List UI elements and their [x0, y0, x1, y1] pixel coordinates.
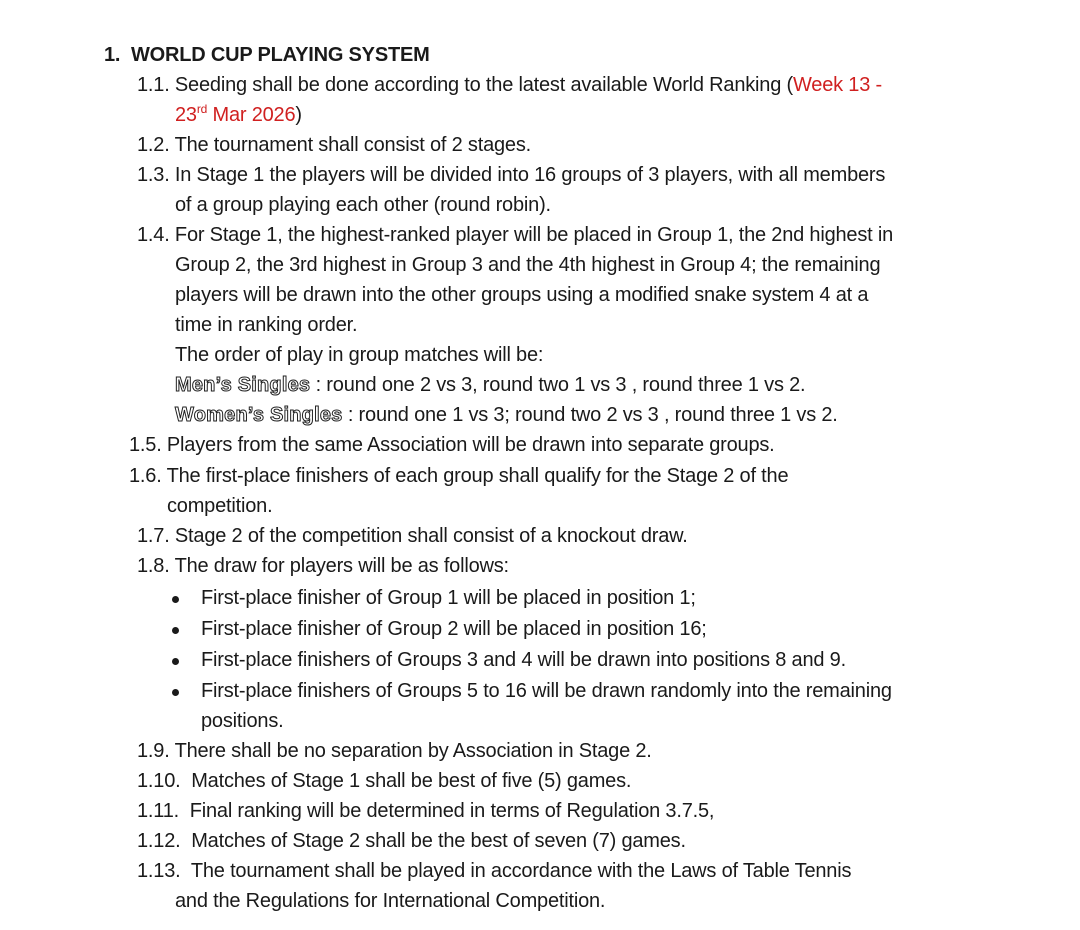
item-text: players will be drawn into the other groups using a modified snake system 4 at a — [175, 284, 869, 306]
item-1-13-line-1 — [137, 856, 851, 886]
item-text: of a group playing each other (round robin). — [175, 194, 551, 216]
item-text: Seeding shall be done according to the latest available World Ranking ( — [174, 74, 793, 96]
item-1-4-line-4 — [175, 310, 357, 340]
item-number: 1.2. — [137, 134, 170, 156]
item-text: The order of play in group matches will be: — [175, 344, 544, 366]
item-1-6-line-1 — [129, 461, 788, 491]
bullet-text: First-place finisher of Group 2 will be placed in position 16; — [201, 618, 707, 640]
item-1-1-line-2 — [175, 100, 302, 130]
closing-paren: ) — [295, 104, 302, 126]
item-number: 1.10. — [137, 770, 181, 792]
item-text: The draw for players will be as follows: — [174, 555, 509, 577]
item-text: The first-place finishers of each group shall qualify for the Stage 2 of the — [166, 465, 789, 487]
bullet-text: First-place finisher of Group 1 will be placed in position 1; — [201, 587, 696, 609]
item-1-2 — [137, 130, 531, 160]
womens-singles-label: Women’s Singles — [175, 404, 343, 426]
item-text: Final ranking will be determined in terms of Regulation 3.7.5, — [189, 800, 715, 822]
item-text: The tournament shall consist of 2 stages. — [174, 134, 532, 156]
bullet-text: First-place finishers of Groups 5 to 16 will be drawn randomly into the remaining — [201, 680, 892, 702]
item-1-4-line-2 — [175, 250, 880, 280]
bullet-item — [201, 614, 707, 644]
item-number: 1.1. — [137, 74, 170, 96]
item-1-6-line-2 — [167, 491, 272, 521]
ranking-week-highlight: Week 13 - — [792, 74, 882, 96]
bullet-item — [201, 676, 892, 706]
item-text: There shall be no separation by Association in Stage 2. — [174, 740, 652, 762]
bullet-icon — [172, 689, 179, 696]
item-1-1-line-1 — [137, 70, 882, 100]
item-1-9 — [137, 736, 652, 766]
item-number: 1.13. — [137, 860, 181, 882]
item-1-7 — [137, 521, 688, 551]
item-number: 1.4. — [137, 224, 170, 246]
womens-singles-order — [175, 400, 838, 430]
bullet-item — [201, 583, 696, 613]
item-number: 1.5. — [129, 434, 162, 456]
item-number: 1.6. — [129, 465, 162, 487]
item-number: 1.9. — [137, 740, 170, 762]
item-number: 1.11. — [137, 800, 179, 822]
item-1-3-line-2 — [175, 190, 551, 220]
bullet-text: positions. — [201, 710, 284, 732]
item-1-10 — [137, 766, 631, 796]
bullet-item — [201, 645, 846, 675]
item-1-4-line-3 — [175, 280, 868, 310]
item-1-5 — [129, 430, 775, 460]
item-text: In Stage 1 the players will be divided into 16 groups of 3 players, with all members — [174, 164, 886, 186]
ranking-date-suffix: rd — [196, 102, 208, 116]
bullet-icon — [172, 658, 179, 665]
bullet-item-continuation — [201, 706, 284, 736]
mens-singles-label: Men’s Singles — [175, 374, 311, 396]
item-1-4-line-1 — [137, 220, 893, 250]
item-text: For Stage 1, the highest-ranked player will be placed in Group 1, the 2nd highest in — [174, 224, 894, 246]
item-text: competition. — [167, 495, 273, 517]
item-text: Matches of Stage 2 shall be the best of seven (7) games. — [191, 830, 686, 852]
item-1-8 — [137, 551, 509, 581]
item-number: 1.3. — [137, 164, 170, 186]
ranking-date-day: 23 — [175, 104, 197, 126]
item-number: 1.7. — [137, 525, 170, 547]
item-1-13-line-2 — [175, 886, 605, 916]
section-title: WORLD CUP PLAYING SYSTEM — [131, 44, 430, 66]
item-text: Group 2, the 3rd highest in Group 3 and the 4th highest in Group 4; the remaining — [175, 254, 881, 276]
item-text: time in ranking order. — [175, 314, 358, 336]
mens-singles-text: : round one 2 vs 3, round two 1 vs 3 , round three 1 vs 2. — [310, 374, 806, 396]
item-1-11 — [137, 796, 714, 826]
womens-singles-text: : round one 1 vs 3; round two 2 vs 3 , round three 1 vs 2. — [342, 404, 838, 426]
item-number: 1.8. — [137, 555, 170, 577]
item-1-12 — [137, 826, 686, 856]
ranking-date-rest: Mar 2026 — [207, 104, 296, 126]
mens-singles-order — [175, 370, 805, 400]
item-text: Stage 2 of the competition shall consist of a knockout draw. — [174, 525, 688, 547]
item-text: and the Regulations for International Competition. — [175, 890, 606, 912]
bullet-icon — [172, 627, 179, 634]
item-text: Players from the same Association will be drawn into separate groups. — [166, 434, 775, 456]
item-number: 1.12. — [137, 830, 181, 852]
bullet-icon — [172, 596, 179, 603]
item-text: Matches of Stage 1 shall be best of five (5) games. — [191, 770, 632, 792]
item-text: The tournament shall be played in accordance with the Laws of Table Tennis — [190, 860, 852, 882]
section-number: 1. — [104, 44, 121, 66]
item-1-4-line-5 — [175, 340, 543, 370]
item-1-3-line-1 — [137, 160, 885, 190]
section-heading — [104, 40, 430, 70]
bullet-text: First-place finishers of Groups 3 and 4 will be drawn into positions 8 and 9. — [201, 649, 846, 671]
